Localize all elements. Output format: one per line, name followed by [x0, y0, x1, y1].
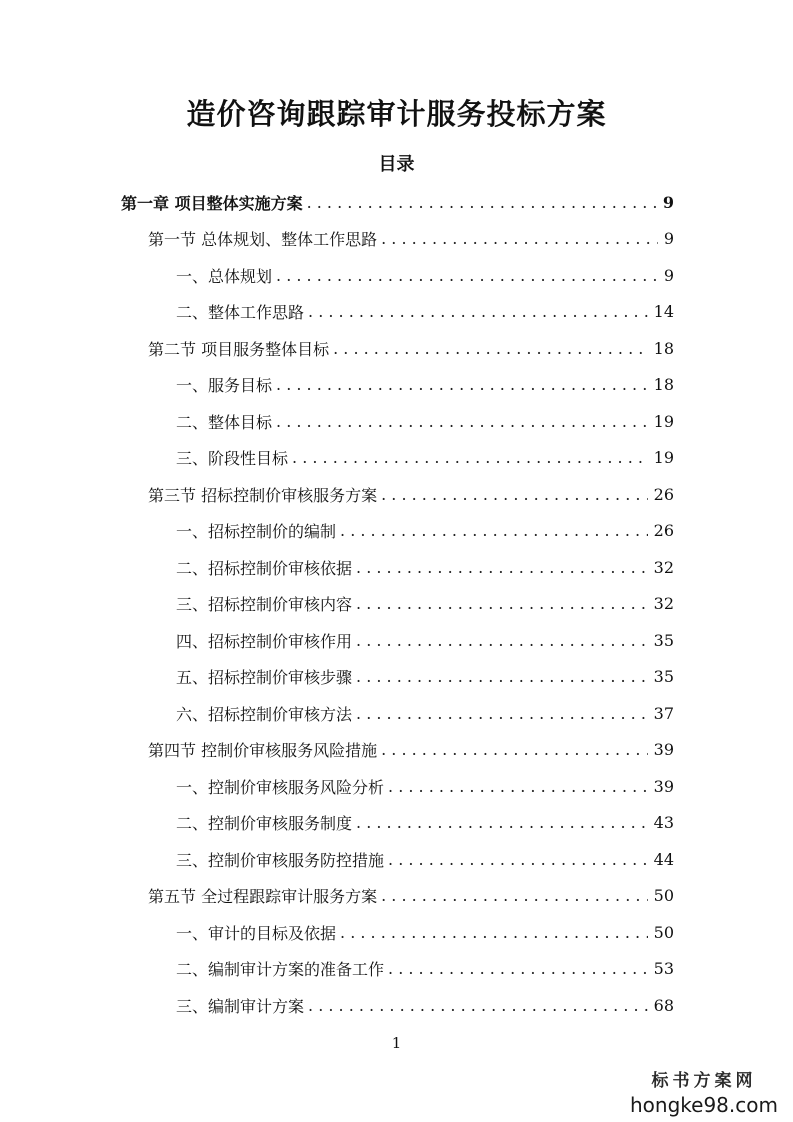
- toc-entry-page-number: 37: [653, 703, 674, 723]
- toc-entry-label: 一、服务目标: [176, 376, 273, 395]
- toc-entry-page-number: 50: [653, 886, 674, 905]
- toc-entry-page-number: 35: [653, 630, 674, 650]
- toc-entry-page-number: 18: [653, 338, 674, 358]
- toc-entry-label: 二、控制价审核服务制度: [176, 814, 353, 833]
- toc-entry-page-number: 35: [653, 667, 674, 686]
- toc-entry[interactable]: [176, 403, 674, 439]
- toc-dot-leader: [272, 266, 658, 285]
- toc-entry-page-number: 39: [653, 776, 674, 796]
- toc-entry-label: 第一节 总体规划、整体工作思路: [148, 230, 378, 249]
- toc-dot-leader: [336, 521, 648, 540]
- page-number: 1: [391, 1034, 402, 1052]
- toc-entry-label: 三、招标控制价审核内容: [176, 595, 353, 614]
- document-title: 造价咨询跟踪审计服务投标方案: [186, 97, 607, 131]
- toc-dot-leader: [384, 850, 648, 869]
- toc-entry-page-number: 50: [653, 922, 674, 942]
- toc-entry-label: 第二节 项目服务整体目标: [148, 339, 330, 359]
- toc-dot-leader: [384, 959, 648, 978]
- toc-dot-leader: [384, 777, 648, 796]
- toc-dot-leader: [352, 631, 648, 650]
- toc-entry-page-number: 14: [653, 302, 674, 321]
- toc-entry-page-number: 19: [653, 448, 674, 467]
- toc-entry-label: 一、控制价审核服务风险分析: [176, 777, 385, 797]
- toc-entry-label: 六、招标控制价审核方法: [176, 704, 353, 724]
- toc-entry[interactable]: [176, 841, 674, 877]
- toc-entry[interactable]: [176, 914, 674, 950]
- toc-dot-leader: [352, 704, 648, 723]
- toc-entry[interactable]: [176, 951, 674, 987]
- toc-entry-page-number: 39: [653, 740, 674, 759]
- toc-entry-page-number: 68: [653, 995, 674, 1015]
- toc-entry[interactable]: [176, 659, 674, 695]
- toc-entry-label: 一、审计的目标及依据: [176, 923, 337, 943]
- toc-entry-label: 一、招标控制价的编制: [176, 522, 337, 541]
- toc-dot-leader: [377, 886, 648, 905]
- toc-entry-page-number: 18: [653, 375, 674, 394]
- toc-entry-page-number: 19: [653, 411, 674, 431]
- toc-entry[interactable]: [148, 878, 674, 914]
- toc-dot-leader: [336, 923, 648, 942]
- toc-dot-leader: [352, 594, 648, 613]
- toc-entry-label: 三、控制价审核服务防控措施: [176, 850, 385, 870]
- toc-entry[interactable]: [148, 476, 674, 512]
- toc-entry[interactable]: [176, 768, 674, 804]
- toc-entry-page-number: 9: [663, 265, 674, 285]
- toc-entry-label: 第一章 项目整体实施方案: [121, 193, 303, 213]
- toc-heading: 目录: [378, 154, 415, 175]
- toc-dot-leader: [304, 996, 648, 1015]
- toc-entry-page-number: 32: [653, 557, 674, 577]
- toc-entry[interactable]: [176, 294, 674, 330]
- toc-entry-label: 第五节 全过程跟踪审计服务方案: [148, 887, 378, 906]
- toc-entry-label: 二、整体目标: [176, 412, 273, 432]
- toc-dot-leader: [272, 412, 648, 431]
- toc-dot-leader: [352, 558, 648, 577]
- toc-entry-page-number: 26: [653, 521, 674, 540]
- toc-entry-page-number: 9: [663, 229, 674, 248]
- toc-entry-page-number: 43: [653, 813, 674, 832]
- toc-entry[interactable]: [176, 367, 674, 403]
- toc-entry-label: 一、总体规划: [176, 266, 273, 286]
- toc-entry[interactable]: [176, 586, 674, 622]
- toc-entry-label: 第三节 招标控制价审核服务方案: [148, 485, 378, 505]
- toc-dot-leader: [352, 667, 648, 686]
- toc-entry[interactable]: [176, 987, 674, 1023]
- toc-entry[interactable]: [176, 805, 674, 841]
- watermark-site-name: 标书方案网: [651, 1071, 757, 1091]
- toc-entry-page-number: 53: [653, 959, 674, 978]
- toc-dot-leader: [288, 448, 648, 467]
- toc-entry-label: 第四节 控制价审核服务风险措施: [148, 741, 378, 760]
- toc-entry-page-number: 44: [653, 849, 674, 869]
- toc-entry-label: 三、阶段性目标: [176, 449, 289, 468]
- toc-dot-leader: [377, 229, 658, 248]
- toc-entry[interactable]: [148, 330, 674, 366]
- toc-entry[interactable]: [176, 257, 674, 293]
- toc-entry[interactable]: [176, 549, 674, 585]
- toc-entry-label: 二、招标控制价审核依据: [176, 558, 353, 578]
- toc-entry-label: 四、招标控制价审核作用: [176, 631, 353, 651]
- toc-entry[interactable]: [176, 695, 674, 731]
- toc-entry-label: 五、招标控制价审核步骤: [176, 668, 353, 687]
- toc-dot-leader: [377, 740, 648, 759]
- toc-dot-leader: [272, 375, 648, 394]
- toc-entry-label: 二、整体工作思路: [176, 303, 305, 322]
- toc-entry-page-number: 9: [662, 192, 674, 212]
- toc-entry-page-number: 26: [653, 484, 674, 504]
- toc-entry[interactable]: [176, 440, 674, 476]
- toc-entry-page-number: 32: [653, 594, 674, 613]
- watermark-domain: hongke98.com: [630, 1093, 778, 1117]
- toc-dot-leader: [329, 339, 648, 358]
- toc-entry[interactable]: [148, 221, 674, 257]
- toc-dot-leader: [352, 813, 648, 832]
- toc-entry-label: 二、编制审计方案的准备工作: [176, 960, 385, 979]
- toc-entry[interactable]: [121, 184, 674, 220]
- watermark: [629, 1070, 779, 1118]
- toc-dot-leader: [377, 485, 648, 504]
- toc-entry[interactable]: [176, 622, 674, 658]
- toc-dot-leader: [304, 302, 648, 321]
- toc-entry-label: 三、编制审计方案: [176, 996, 305, 1016]
- toc-entry[interactable]: [176, 513, 674, 549]
- toc-entry[interactable]: [148, 732, 674, 768]
- toc-dot-leader: [303, 193, 657, 212]
